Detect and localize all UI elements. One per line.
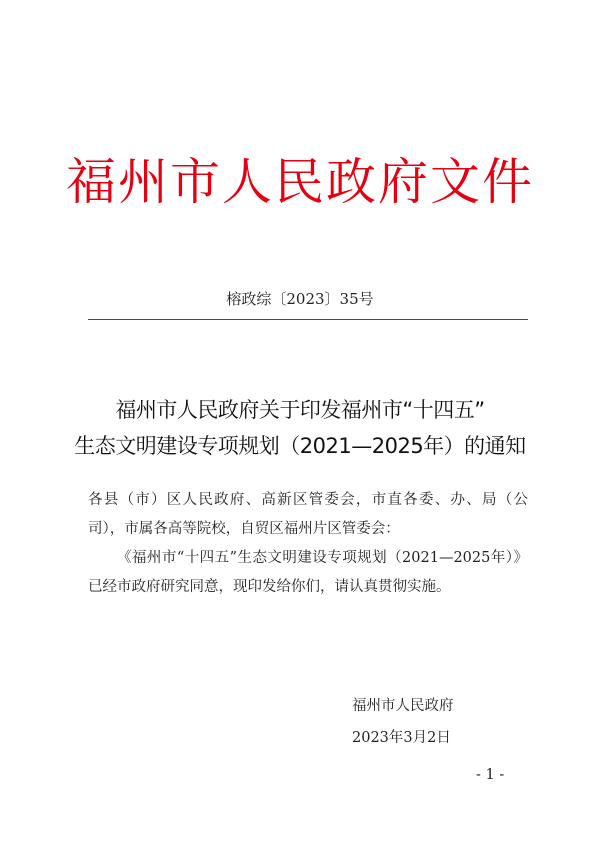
document-body <box>88 486 528 602</box>
addressee-paragraph: 各县（市）区人民政府、高新区管委会，市直各委、办、局（公司），市属各高等院校，自贸区福州片区管委会： <box>88 492 528 537</box>
title-line-1: 福州市人民政府关于印发福州市“十四五” <box>115 398 485 422</box>
red-divider-line <box>88 319 528 320</box>
notice-paragraph: 《福州市“十四五”生态文明建设专项规划（2021—2025年）》已经市政府研究同意，现印发给你们，请认真贯彻实施。 <box>88 550 528 595</box>
document-number: 榕政综〔2023〕35号 <box>226 290 374 308</box>
issuer-name: 福州市人民政府 <box>352 698 454 714</box>
title-line-2: 生态文明建设专项规划（2021—2025年）的通知 <box>74 434 526 458</box>
page-number: - 1 - <box>476 767 505 783</box>
document-title <box>0 392 600 464</box>
issue-date: 2023年3月2日 <box>352 730 451 746</box>
document-masthead: 福州市人民政府文件 <box>66 153 534 211</box>
signature-block <box>352 690 512 754</box>
